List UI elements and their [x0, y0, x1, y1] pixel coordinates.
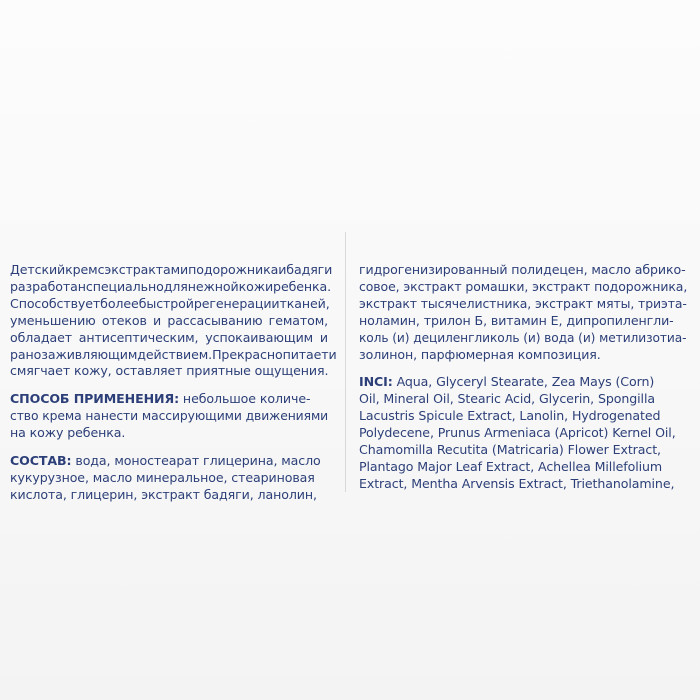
left-column [10, 262, 337, 515]
description-line: уменьшению отеков и рассасыванию гематом, [10, 312, 328, 328]
inci-line: Extract, Mentha Arvensis Extract, Triethanolamine, [359, 475, 675, 491]
inci-paragraph [359, 374, 687, 492]
composition-continued-line: совое, экстракт ромашки, экстракт подорожника, [359, 278, 688, 294]
right-column [359, 262, 687, 504]
usage-first-line [10, 391, 328, 408]
composition-line: кислота, глицерин, экстракт бадяги, ланолин, [10, 486, 317, 502]
composition-heading: СОСТАВ: [10, 453, 72, 469]
inci-line: Aqua, Glyceryl Stearate, Zea Mays (Corn) [392, 374, 655, 390]
inci-line: Polydecene, Prunus Armeniaca (Apricot) Kernel Oil, [359, 425, 676, 441]
description-line: ранозаживляющим действием. Прекрасно питает и [10, 346, 337, 362]
composition-continued-line: золинон, парфюмерная композиция. [359, 346, 601, 362]
inci-line: Plantago Major Leaf Extract, Achellea Millefolium [359, 458, 663, 474]
composition-line: вода, моностеарат глицерина, масло [71, 453, 321, 469]
inci-line: Oil, Mineral Oil, Stearic Acid, Glycerin, Spongilla [359, 391, 655, 407]
column-divider [345, 232, 346, 492]
description-paragraph [10, 262, 337, 380]
description-line: обладает антисептическим, успокаивающим и [10, 329, 328, 345]
usage-paragraph [10, 391, 328, 442]
description-line: Детский крем с экстрактами подорожника и бадяги [10, 262, 333, 277]
usage-line: на кожу ребенка. [10, 425, 126, 441]
inci-first-line [359, 374, 687, 391]
description-line: смягчает кожу, оставляет приятные ощущения. [10, 363, 329, 379]
composition-continued-line: коль (и) дециленгликоль (и) вода (и) метилизотиа- [359, 329, 687, 345]
composition-paragraph [10, 453, 328, 504]
composition-continued-line: ноламин, трилон Б, витамин Е, дипропиленгли- [359, 312, 674, 328]
usage-line: ство крема нанести массирующими движениями [10, 408, 329, 424]
inci-heading: INCI: [359, 374, 393, 390]
usage-line: небольшое количе- [179, 391, 311, 407]
composition-continued-line: гидрогенизированный полидецен, масло абрико- [359, 262, 686, 277]
inci-line: Chamomilla Recutita (Matricaria) Flower Extract, [359, 442, 661, 458]
composition-continued-paragraph [359, 262, 687, 363]
composition-continued-line: экстракт тысячелистника, экстракт мяты, триэта- [359, 295, 687, 311]
description-line: Способствует более быстрой регенерации тканей, [10, 295, 330, 311]
composition-first-line [10, 453, 328, 470]
description-line: разработан специально для нежной кожи ребенка. [10, 278, 332, 294]
usage-heading: СПОСОБ ПРИМЕНЕНИЯ: [10, 391, 180, 407]
composition-line: кукурузное, масло минеральное, стеариновая [10, 469, 315, 485]
inci-line: Lacustris Spicule Extract, Lanolin, Hydrogenated [359, 408, 661, 424]
